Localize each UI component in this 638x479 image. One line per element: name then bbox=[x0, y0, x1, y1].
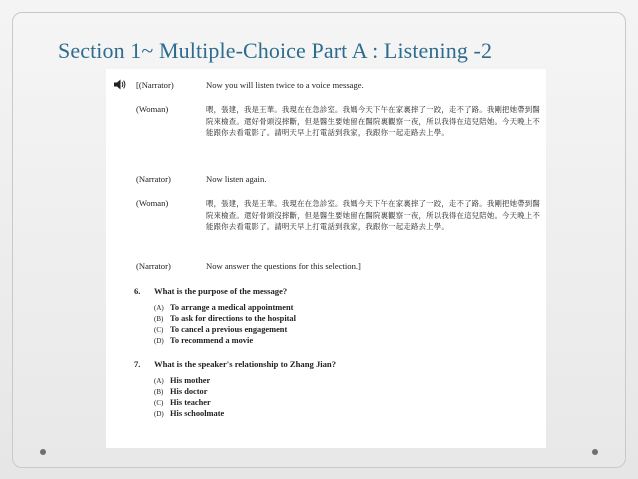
option-letter: (D) bbox=[154, 410, 164, 418]
answer-option[interactable] bbox=[154, 409, 534, 420]
answer-option[interactable] bbox=[154, 376, 534, 387]
option-text: His mother bbox=[170, 376, 211, 385]
option-letter: (A) bbox=[154, 304, 164, 312]
speaker-label: (Woman) bbox=[136, 104, 169, 114]
question-text: What is the speaker's relationship to Zhang Jian? bbox=[154, 359, 337, 369]
option-text: To arrange a medical appointment bbox=[170, 303, 294, 312]
speaker-icon bbox=[114, 79, 127, 90]
answer-option[interactable] bbox=[154, 387, 534, 398]
speaker-label: (Woman) bbox=[136, 198, 169, 208]
script-text: 喂，張建，我是王華。我現在在急診室。我媽今天下午在家裏摔了一跤，走不了路。我剛把她帶到醫院來檢查。還好骨頭沒摔斷，但是醫生要她留在醫院裏觀察一夜，所以我得在這兒陪她。今天晚上不能跟你去看電影了。請明天早上打電話到我家，我跟你一起走路去上學。 bbox=[206, 105, 540, 137]
answer-option[interactable] bbox=[154, 303, 534, 314]
slide-title: Section 1~ Multiple-Choice Part A : Listening -2 bbox=[58, 38, 493, 63]
question-number: 6. bbox=[134, 286, 141, 296]
left-bullet-dot bbox=[40, 449, 46, 455]
option-text: To ask for directions to the hospital bbox=[170, 314, 296, 323]
speaker-label: (Narrator) bbox=[136, 174, 171, 184]
script-text: Now you will listen twice to a voice message. bbox=[206, 80, 364, 90]
option-letter: (B) bbox=[154, 315, 164, 323]
right-bullet-dot bbox=[592, 449, 598, 455]
option-text: To recommend a movie bbox=[170, 336, 254, 345]
script-text: Now answer the questions for this selection.] bbox=[206, 261, 361, 271]
option-letter: (C) bbox=[154, 326, 164, 334]
question-text: What is the purpose of the message? bbox=[154, 286, 288, 296]
speaker-label: (Narrator) bbox=[136, 261, 171, 271]
option-text: To cancel a previous engagement bbox=[170, 325, 288, 334]
answer-option[interactable] bbox=[154, 325, 534, 336]
option-text: His doctor bbox=[170, 387, 208, 396]
option-text: His teacher bbox=[170, 398, 211, 407]
script-text: Now listen again. bbox=[206, 174, 267, 184]
option-letter: (B) bbox=[154, 388, 164, 396]
answer-option[interactable] bbox=[154, 336, 534, 347]
option-letter: (A) bbox=[154, 377, 164, 385]
script-text: 喂，張建，我是王華。我現在在急診室。我媽今天下午在家裏摔了一跤，走不了路。我剛把她帶到醫院來檢查。還好骨頭沒摔斷，但是醫生要她留在醫院裏觀察一夜，所以我得在這兒陪她。今天晚上不能跟你去看電影了。請明天早上打電話到我家，我跟你一起走路去上學。 bbox=[206, 199, 540, 231]
speaker-label: [(Narrator) bbox=[136, 80, 174, 90]
answer-option[interactable] bbox=[154, 398, 534, 409]
document-image bbox=[106, 69, 546, 448]
option-letter: (C) bbox=[154, 399, 164, 407]
option-text: His schoolmate bbox=[170, 409, 225, 418]
question-number: 7. bbox=[134, 359, 141, 369]
answer-option[interactable] bbox=[154, 314, 534, 325]
option-letter: (D) bbox=[154, 337, 164, 345]
